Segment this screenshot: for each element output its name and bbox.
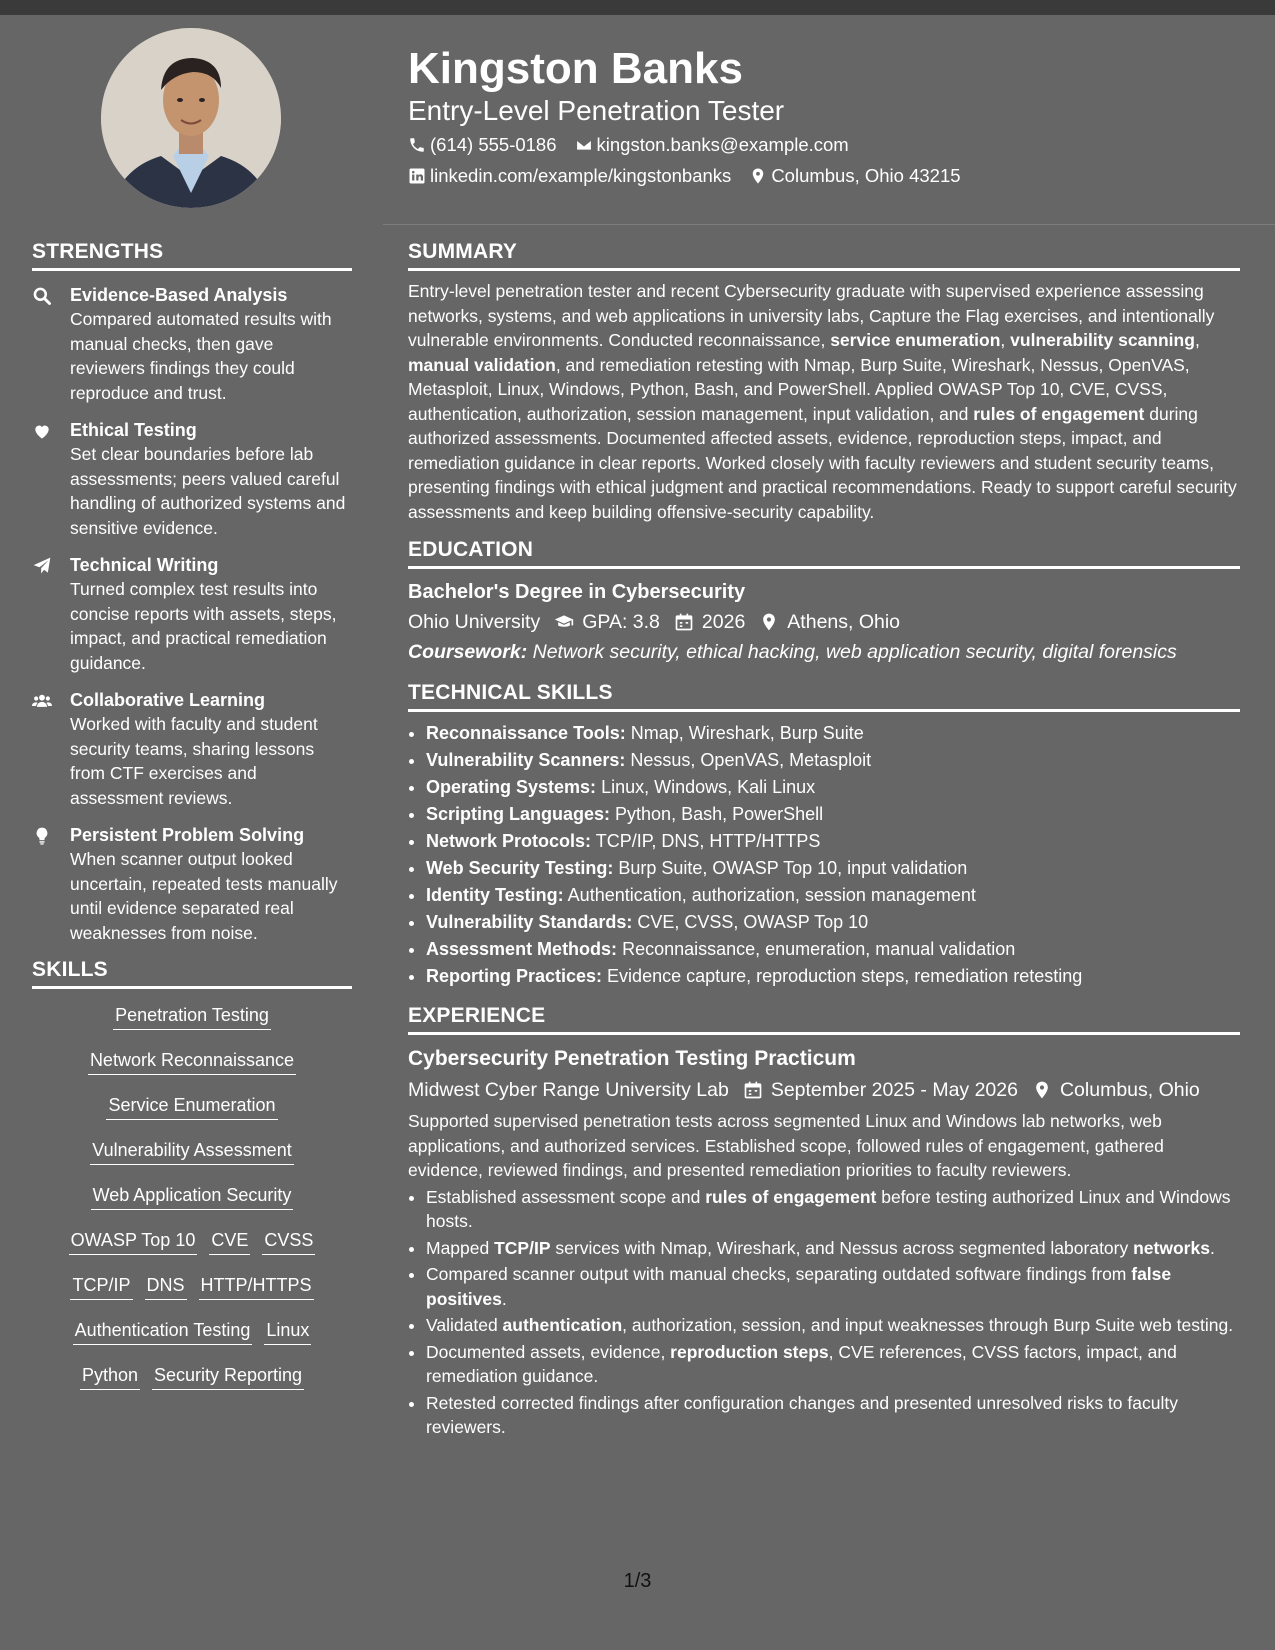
strength-item (32, 418, 352, 540)
job-meta (408, 1075, 1240, 1105)
skill-tag: DNS (145, 1273, 187, 1300)
skill-row (32, 1048, 352, 1093)
strengths-list (32, 283, 352, 945)
strength-description: When scanner output looked uncertain, repeated tests manually until evidence separated real weaknesses from noise. (70, 849, 338, 943)
technical-skill-item (426, 882, 1240, 909)
strength-description: Compared automated results with manual checks, then gave reviewers findings they could reproduce and trust. (70, 309, 332, 403)
employer-text: Midwest Cyber Range University Lab (408, 1079, 729, 1101)
edu-location-item (759, 607, 900, 637)
strength-item (32, 553, 352, 675)
emphasis-text: authentication (502, 1315, 623, 1335)
calendar-icon (743, 1080, 763, 1100)
technical-skills-list (408, 720, 1240, 990)
text-run: , (1194, 330, 1200, 350)
text-run: . (1209, 1237, 1215, 1258)
text-run: , (1000, 330, 1011, 350)
phone-icon (408, 136, 426, 154)
left-column (32, 240, 352, 1408)
skill-tag: Linux (264, 1318, 311, 1345)
linkedin-contact[interactable] (408, 164, 731, 188)
education-heading: EDUCATION (408, 538, 1240, 569)
text-run: , CVE references, CVSS factors, impact, and remediation guidance. (426, 1341, 1177, 1386)
skill-row (32, 1003, 352, 1048)
year-item (674, 607, 745, 637)
email-contact[interactable] (575, 133, 849, 157)
skill-tag: Web Application Security (91, 1183, 294, 1210)
graduation-cap-icon (554, 612, 574, 632)
phone-text: (614) 555-0186 (430, 134, 557, 155)
skill-tag: Security Reporting (152, 1363, 304, 1390)
emphasis-text: vulnerability scanning (1010, 330, 1195, 350)
skill-values: Python, Bash, PowerShell (610, 804, 824, 824)
skill-values: Reconnaissance, enumeration, manual validation (617, 939, 1016, 959)
skill-values: TCP/IP, DNS, HTTP/HTTPS (591, 831, 821, 851)
strength-title: Collaborative Learning (70, 690, 266, 710)
strength-title: Technical Writing (70, 555, 219, 575)
text-run: Compared scanner output with manual checks, separating outdated software findings from (426, 1264, 1132, 1284)
linkedin-text: linkedin.com/example/kingstonbanks (430, 165, 732, 186)
text-run: Documented assets, evidence, (426, 1341, 671, 1362)
skill-category: Scripting Languages: (426, 804, 611, 824)
emphasis-text: manual validation (408, 354, 556, 375)
contact-row-1 (408, 133, 867, 157)
header-divider (383, 224, 1275, 225)
top-bar (0, 0, 1275, 15)
strength-item (32, 688, 352, 810)
right-column (408, 240, 1240, 1442)
skill-tag: CVE (209, 1228, 250, 1255)
candidate-role: Entry-Level Penetration Tester (408, 95, 785, 126)
text-run: before testing authorized Linux and Windows hosts. (426, 1186, 1231, 1231)
search-icon (32, 283, 70, 405)
gpa-text: GPA: 3.8 (582, 611, 660, 633)
skill-values: CVE, CVSS, OWASP Top 10 (632, 912, 869, 932)
technical-skill-item (426, 720, 1240, 747)
emphasis-text: rules of engagement (705, 1186, 877, 1207)
skill-tag: Vulnerability Assessment (90, 1138, 293, 1165)
skill-tag: Python (80, 1363, 140, 1390)
strength-description: Set clear boundaries before lab assessments; peers valued careful handling of authorized systems and sensitive evidence. (70, 444, 346, 538)
skill-values: Authentication, authorization, session management (563, 885, 976, 905)
location-text: Columbus, Ohio 43215 (771, 165, 961, 186)
map-pin-icon (1032, 1080, 1052, 1100)
job-location (1032, 1075, 1200, 1105)
location-contact (749, 164, 960, 188)
experience-bullet (426, 1185, 1240, 1234)
strength-description: Turned complex test results into concise reports with assets, steps, impact, and practical remediation guidance. (70, 579, 337, 673)
coursework-text: Network security, ethical hacking, web application security, digital forensics (527, 641, 1177, 663)
strength-body (70, 553, 352, 675)
school-name (408, 607, 540, 637)
skill-row (32, 1228, 352, 1273)
strength-body (70, 283, 352, 405)
text-run: , and remediation retesting with Nmap, Burp Suite, Wireshark, Nessus, OpenVAS, Metasploit, Linux, Windows, Python, Bash, and PowerShell. Applied OWASP Top 10, CVE, CVSS, authentication, authorization, session management, input validation, and (408, 354, 1190, 424)
skill-category: Vulnerability Standards: (426, 912, 633, 932)
skills-heading: SKILLS (32, 958, 352, 989)
candidate-name: Kingston Banks (408, 44, 743, 93)
skills-pills (32, 1003, 352, 1408)
emphasis-text: reproduction steps (670, 1341, 829, 1362)
skill-category: Reporting Practices: (426, 966, 603, 986)
skill-tag: OWASP Top 10 (69, 1228, 198, 1255)
calendar-icon (674, 612, 694, 632)
strength-description: Worked with faculty and student security teams, sharing lessons from CTF exercises and assessment reviews. (70, 714, 318, 808)
skill-tag: CVSS (262, 1228, 315, 1255)
strengths-heading: STRENGTHS (32, 240, 352, 271)
edu-location-text: Athens, Ohio (787, 611, 901, 633)
experience-bullet (426, 1391, 1240, 1440)
year-text: 2026 (701, 611, 746, 633)
technical-skill-item (426, 747, 1240, 774)
lightbulb-icon (32, 823, 70, 945)
coursework-label: Coursework: (408, 641, 528, 663)
skill-values: Nmap, Wireshark, Burp Suite (625, 723, 864, 743)
text-run: , authorization, session, and input weaknesses through Burp Suite web testing. (622, 1315, 1234, 1335)
summary-text (408, 279, 1240, 524)
map-pin-icon (749, 167, 767, 185)
skill-row (32, 1093, 352, 1138)
emphasis-text: false positives (426, 1264, 1172, 1309)
job-title: Cybersecurity Penetration Testing Practicum (408, 1047, 856, 1070)
experience-bullet (426, 1340, 1240, 1389)
technical-skill-item (426, 855, 1240, 882)
experience-heading: EXPERIENCE (408, 1004, 1240, 1035)
text-run: Established assessment scope and (426, 1186, 706, 1207)
skill-category: Network Protocols: (426, 831, 592, 851)
skill-row (32, 1183, 352, 1228)
strength-title: Ethical Testing (70, 420, 197, 440)
technical-skill-item (426, 963, 1240, 990)
skill-category: Reconnaissance Tools: (426, 723, 626, 743)
text-run: Mapped (426, 1237, 495, 1258)
strength-body (70, 823, 352, 945)
experience-bullet (426, 1236, 1240, 1261)
education-meta (408, 607, 1240, 637)
skill-tag: Network Reconnaissance (88, 1048, 296, 1075)
school-text: Ohio University (408, 611, 541, 633)
skill-row (32, 1273, 352, 1318)
coursework (408, 637, 1240, 667)
users-icon (32, 688, 70, 810)
strength-body (70, 418, 352, 540)
strength-item (32, 283, 352, 405)
text-run: Retested corrected findings after configuration changes and presented unresolved risks to faculty reviewers. (426, 1392, 1178, 1437)
heart-icon (32, 418, 70, 540)
technical-skill-item (426, 936, 1240, 963)
email-text: kingston.banks@example.com (596, 134, 849, 155)
job-location-text: Columbus, Ohio (1059, 1079, 1200, 1101)
skill-tag: Authentication Testing (73, 1318, 253, 1345)
skill-category: Web Security Testing: (426, 858, 614, 878)
degree-title: Bachelor's Degree in Cybersecurity (408, 581, 746, 603)
phone-contact[interactable] (408, 133, 557, 157)
skill-row (32, 1318, 352, 1363)
strength-title: Persistent Problem Solving (70, 825, 305, 845)
technical-skill-item (426, 909, 1240, 936)
gpa-item (554, 607, 660, 637)
experience-bullet (426, 1262, 1240, 1311)
skill-row (32, 1363, 352, 1408)
skill-tag: Penetration Testing (113, 1003, 271, 1030)
job-dates-text: September 2025 - May 2026 (770, 1079, 1018, 1101)
job-description: Supported supervised penetration tests across segmented Linux and Windows lab networks, web applications, and authorized services. Established scope, followed rules of engagement, gathered evidence, reviewed findings, and presented remediation priorities to faculty reviewers. (408, 1111, 1164, 1180)
text-run: during authorized assessments. Documented affected assets, evidence, reproduction steps, impact, and remediation guidance in clear reports. Worked closely with faculty reviewers and student security teams, presenting findings with ethical judgment and practical recommendations. Ready to support careful security assessments and keep building offensive-security capability. (408, 403, 1237, 522)
skill-category: Operating Systems: (426, 777, 597, 797)
skill-values: Evidence capture, reproduction steps, remediation retesting (602, 966, 1083, 986)
page-number: 1/3 (623, 1570, 652, 1592)
skill-tag: TCP/IP (70, 1273, 132, 1300)
skill-category: Identity Testing: (426, 885, 564, 905)
contact-row-2 (408, 164, 979, 188)
emphasis-text: rules of engagement (973, 403, 1145, 424)
skill-values: Linux, Windows, Kali Linux (596, 777, 816, 797)
envelope-icon (575, 136, 593, 154)
skill-row (32, 1138, 352, 1183)
text-run: Entry-level penetration tester and recent Cybersecurity graduate with supervised experience assessing networks, systems, and web applications in university labs, Capture the Flag exercises, and intentionally vulnerable environments. Conducted reconnaissance, (408, 281, 1215, 350)
map-pin-icon (759, 612, 779, 632)
text-run: Validated (426, 1315, 503, 1335)
emphasis-text: TCP/IP (494, 1237, 551, 1258)
experience-bullet (426, 1313, 1240, 1338)
text-run: . (501, 1288, 507, 1309)
experience-bullets (408, 1185, 1240, 1440)
technical-skill-item (426, 828, 1240, 855)
strength-body (70, 688, 352, 810)
technical-skills-heading: TECHNICAL SKILLS (408, 681, 1240, 712)
text-run: services with Nmap, Wireshark, and Nessus across segmented laboratory (550, 1237, 1134, 1258)
linkedin-icon (408, 167, 426, 185)
technical-skill-item (426, 774, 1240, 801)
strength-item (32, 823, 352, 945)
summary-heading: SUMMARY (408, 240, 1240, 271)
skill-category: Assessment Methods: (426, 939, 618, 959)
paper-plane-icon (32, 553, 70, 675)
strength-title: Evidence-Based Analysis (70, 285, 288, 305)
skill-category: Vulnerability Scanners: (426, 750, 626, 770)
emphasis-text: service enumeration (830, 330, 1001, 350)
profile-photo (101, 28, 281, 208)
emphasis-text: networks (1133, 1237, 1210, 1258)
employer (408, 1075, 729, 1105)
skill-tag: HTTP/HTTPS (199, 1273, 314, 1300)
skill-values: Burp Suite, OWASP Top 10, input validation (613, 858, 968, 878)
job-dates (743, 1075, 1018, 1105)
skill-tag: Service Enumeration (106, 1093, 277, 1120)
skill-values: Nessus, OpenVAS, Metasploit (625, 750, 872, 770)
technical-skill-item (426, 801, 1240, 828)
